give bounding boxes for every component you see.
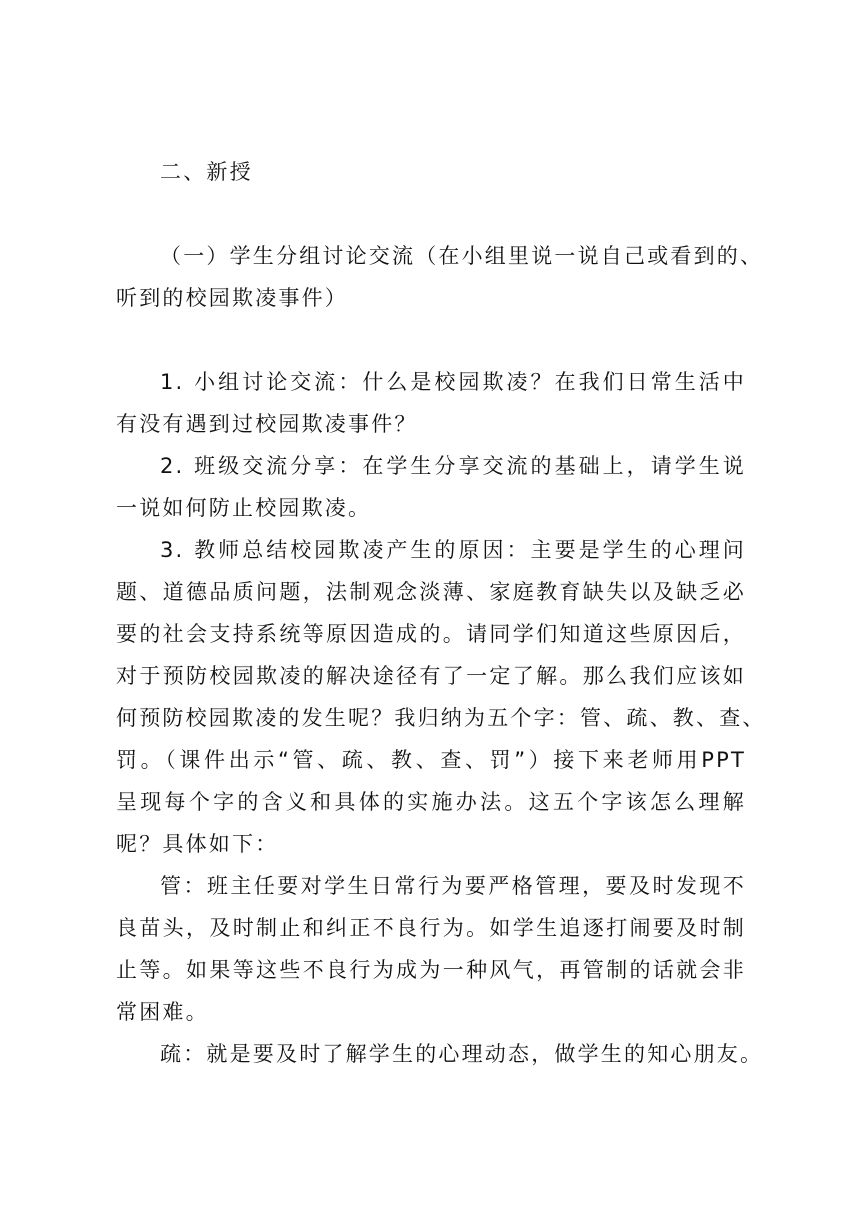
item-1-line-2: 有没有遇到过校园欺凌事件？ [116,412,418,436]
subsection-heading-line-2: 听到的校园欺凌事件） [116,286,348,310]
item-shu-line-1: 疏：就是要及时了解学生的心理动态，做学生的知心朋友。 [160,1042,764,1066]
item-guan-line-3: 止等。如果等这些不良行为成为一种风气，再管制的话就会非 [116,958,746,982]
item-3-line-2: 题、道德品质问题，法制观念淡薄、家庭教育缺失以及缺乏必 [116,580,746,604]
item-3-line-5: 何预防校园欺凌的发生呢？我归纳为五个字：管、疏、教、查、 [116,706,766,730]
item-guan-line-2: 良苗头，及时制止和纠正不良行为。如学生追逐打闹要及时制 [116,916,746,940]
item-3-line-6: 罚。（课件出示“管、疏、教、查、罚”）接下来老师用PPT [116,748,746,772]
item-3-line-8: 呢？具体如下： [116,832,279,856]
item-2-line-2: 一说如何防止校园欺凌。 [116,496,372,520]
item-3-line-3: 要的社会支持系统等原因造成的。请同学们知道这些原因后， [116,622,746,646]
section-heading: 二、新授 [160,160,253,184]
item-guan-line-1: 管：班主任要对学生日常行为要严格管理，要及时发现不 [160,874,746,898]
item-3-line-1: 3. 教师总结校园欺凌产生的原因：主要是学生的心理问 [160,538,746,562]
item-1-line-1: 1. 小组讨论交流：什么是校园欺凌？在我们日常生活中 [160,370,746,394]
subsection-heading-line-1: （一）学生分组讨论交流（在小组里说一说自己或看到的、 [160,244,764,268]
item-guan-line-4: 常困难。 [116,1000,209,1024]
item-3-line-4: 对于预防校园欺凌的解决途径有了一定了解。那么我们应该如 [116,664,746,688]
item-2-line-1: 2. 班级交流分享：在学生分享交流的基础上，请学生说 [160,454,746,478]
item-3-line-7: 呈现每个字的含义和具体的实施办法。这五个字该怎么理解 [116,790,746,814]
